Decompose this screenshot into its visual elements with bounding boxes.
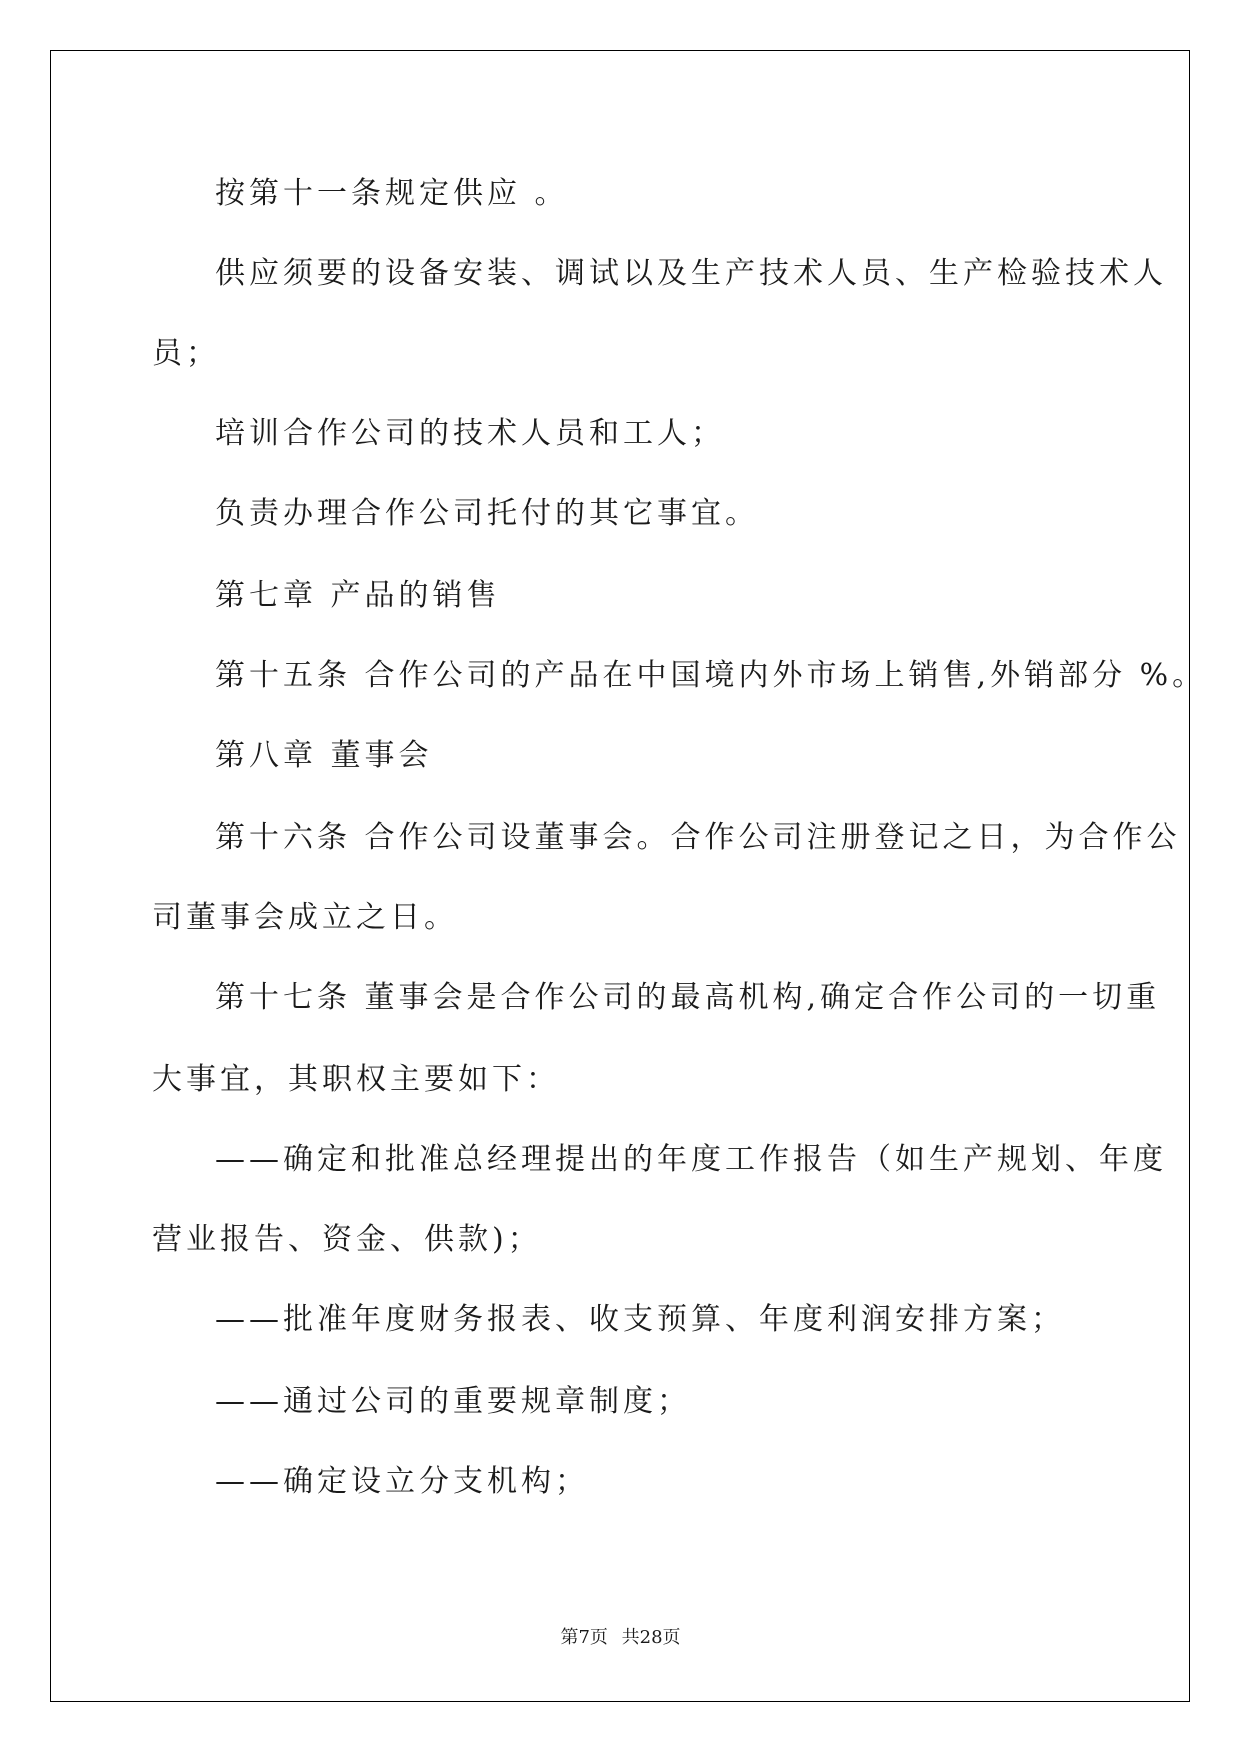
- text-line: 负责办理合作公司托付的其它事宜。: [215, 496, 759, 531]
- text-line: 司董事会成立之日。: [152, 900, 458, 935]
- chapter-heading: 第七章 产品的销售: [215, 578, 501, 613]
- current-page-number: 第7页: [560, 1627, 608, 1648]
- text-line: 培训合作公司的技术人员和工人；: [215, 416, 725, 451]
- text-line: 大事宜，其职权主要如下：: [152, 1062, 560, 1097]
- text-line: 营业报告、资金、供款)；: [152, 1222, 542, 1257]
- text-line: 供应须要的设备安装、调试以及生产技术人员、生产检验技术人: [215, 256, 1167, 291]
- text-line: 第十六条 合作公司设董事会。合作公司注册登记之日，为合作公: [215, 820, 1181, 855]
- chapter-heading: 第八章 董事会: [215, 738, 433, 773]
- text-line: ——通过公司的重要规章制度；: [215, 1384, 691, 1419]
- text-line: ——确定和批准总经理提出的年度工作报告（如生产规划、年度: [215, 1142, 1167, 1177]
- total-page-count: 共28页: [621, 1627, 681, 1648]
- text-line: 员；: [152, 336, 220, 371]
- text-line: ——确定设立分支机构；: [215, 1464, 589, 1499]
- text-line: ——批准年度财务报表、收支预算、年度利润安排方案；: [215, 1302, 1065, 1337]
- page-footer: [0, 1627, 1241, 1649]
- text-line: 按第十一条规定供应 。: [215, 176, 569, 211]
- text-line: 第十五条 合作公司的产品在中国境内外市场上销售,外销部分 %。: [215, 658, 1207, 693]
- page-border: [50, 50, 1190, 1702]
- text-line: 第十七条 董事会是合作公司的最高机构,确定合作公司的一切重: [215, 980, 1161, 1015]
